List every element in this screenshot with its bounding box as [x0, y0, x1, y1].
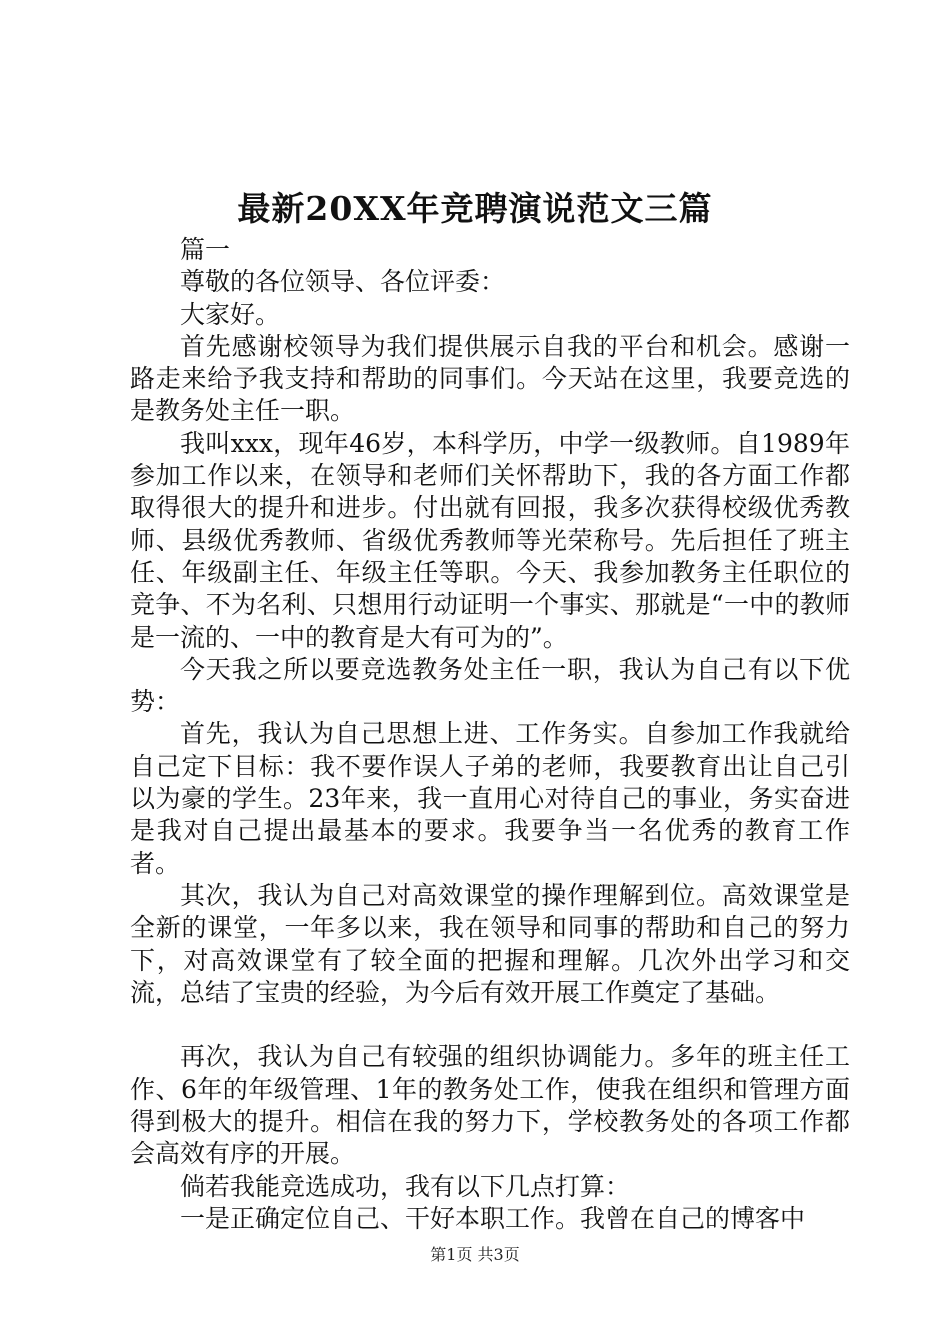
document-title: 最新20XX年竞聘演说范文三篇: [237, 189, 713, 228]
paragraph-plans-intro: 倘若我能竞选成功，我有以下几点打算：: [180, 1171, 631, 1201]
paragraph-third-advantage: 再次，我认为自己有较强的组织协调能力。多年的班主任工作、6年的年级管理、1年的教务处工作，使我在组织和管理方面得到极大的提升。相信在我的努力下，学校教务处的各项工作都会高效有序的开展。: [130, 1042, 850, 1169]
page-footer: 第1页 共3页: [430, 1245, 520, 1264]
paragraph-thanks: 首先感谢校领导为我们提供展示自我的平台和机会。感谢一路走来给予我支持和帮助的同事们。今天站在这里，我要竞选的是教务处主任一职。: [130, 331, 850, 426]
paragraph-gap: [130, 1009, 850, 1041]
paragraph-first-advantage: 首先，我认为自己思想上进、工作务实。自参加工作我就给自己定下目标：我不要作误人子弟的老师，我要教育出让自己引以为豪的学生。23年来，我一直用心对待自己的事业，务实奋进是我对自己提出最基本的要求。我要争当一名优秀的教育工作者。: [130, 719, 850, 878]
section-heading: 篇一: [180, 235, 231, 264]
paragraph-introduction: 我叫xxx，现年46岁，本科学历，中学一级教师。自1989年参加工作以来，在领导和老师们关怀帮助下，我的各方面工作都取得很大的提升和进步。付出就有回报，我多次获得校级优秀教师、县级优秀教师、省级优秀教师等光荣称号。先后担任了班主任、年级副主任、年级主任等职。今天、我参加教务主任职位的竞争、不为名利、只想用行动证明一个事实、那就是“一中的教师是一流的、一中的教育是大有可为的”。: [130, 428, 850, 652]
paragraph-advantages-intro: 今天我之所以要竞选教务处主任一职，我认为自己有以下优势：: [130, 654, 850, 717]
paragraph-plan-one: 一是正确定位自己、干好本职工作。我曾在自己的博客中: [180, 1203, 806, 1233]
document-body: [130, 234, 850, 1235]
greeting: 大家好。: [180, 299, 281, 329]
paragraph-second-advantage: 其次，我认为自己对高效课堂的操作理解到位。高效课堂是全新的课堂，一年多以来，我在领导和同事的帮助和自己的努力下，对高效课堂有了较全面的把握和理解。几次外出学习和交流，总结了宝贵的经验，为今后有效开展工作奠定了基础。: [130, 880, 850, 1007]
salutation: 尊敬的各位领导、各位评委：: [180, 267, 506, 297]
